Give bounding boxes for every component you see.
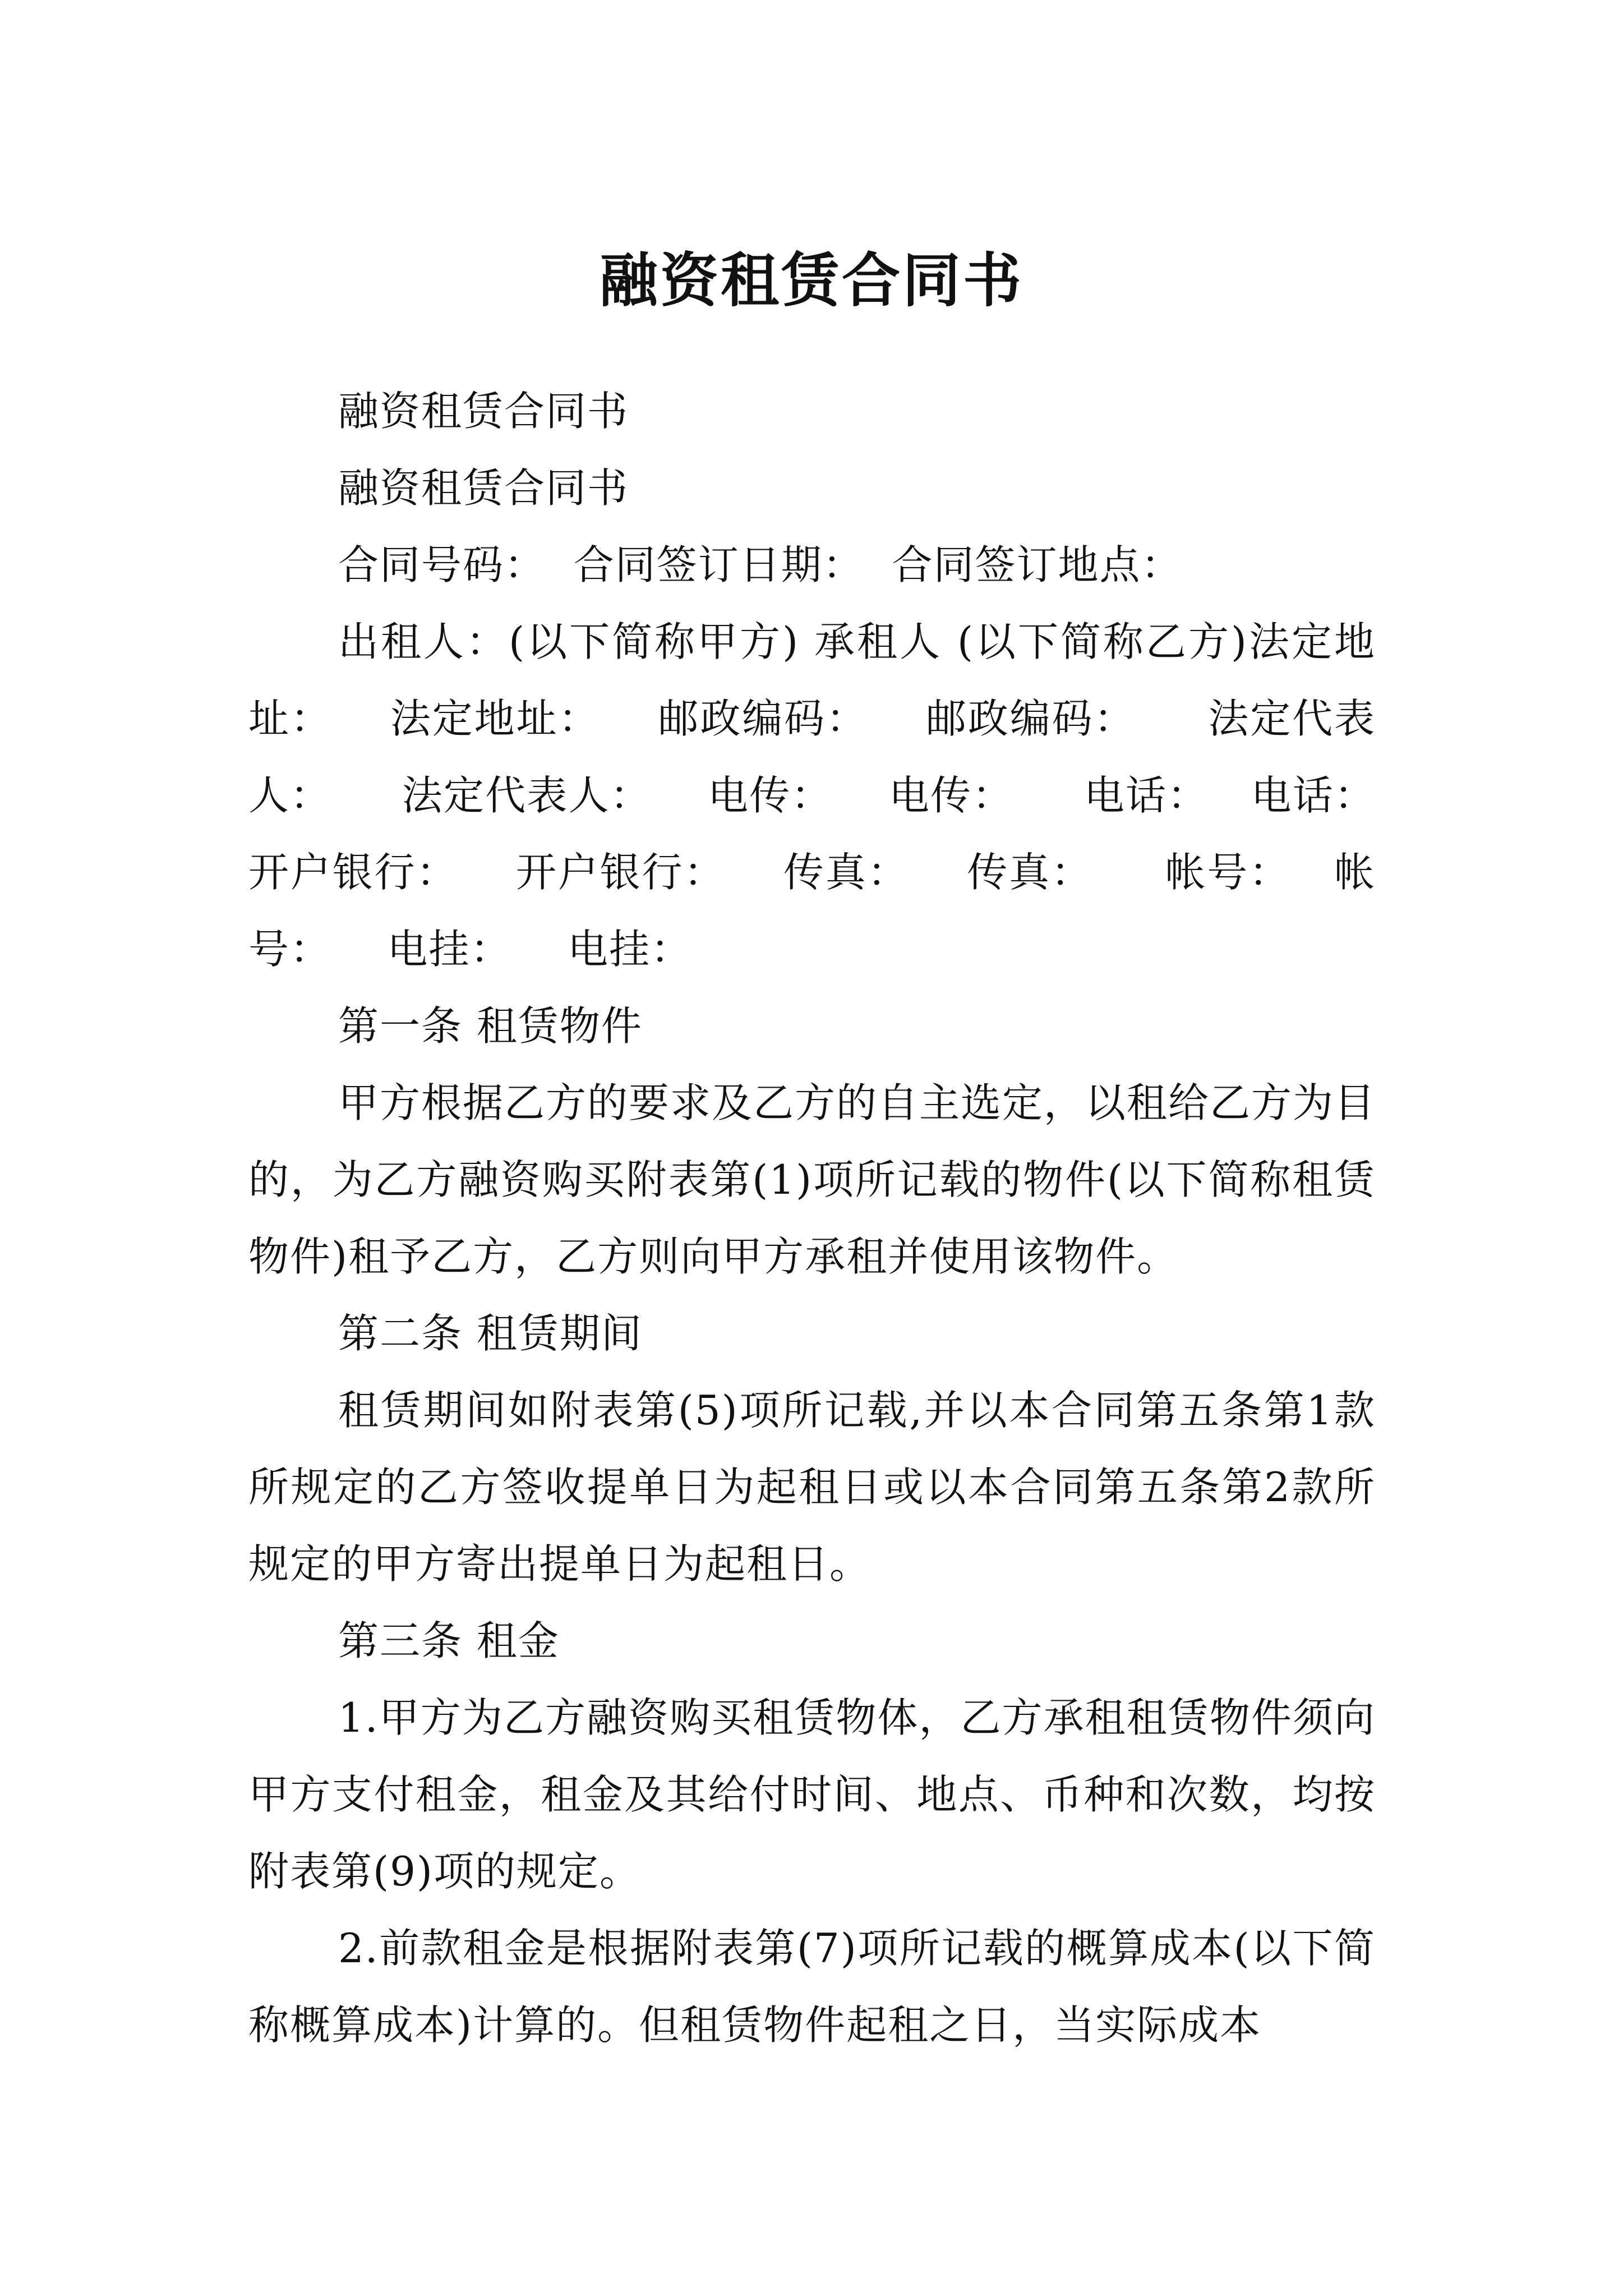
contract-meta-line: 合同号码： 合同签订日期： 合同签订地点： [338,541,1183,588]
paragraph: 租赁期间如附表第(5)项所记载,并以本合同第五条第1款所规定的乙方签收提单日为起租日或以本合同第五条第2款所规定的甲方寄出提单日为起租日。 [248,1387,1376,1588]
paragraph: 1.甲方为乙方融资购买租赁物体，乙方承租租赁物件须向甲方支付租金，租金及其给付时间、地点、币种和次数，均按附表第(9)项的规定。 [248,1694,1376,1895]
document-body [248,373,1418,2064]
document-title: 融资租赁合同书 [599,245,1023,315]
paragraph: 融资租赁合同书 [338,464,629,512]
article-heading: 第一条 租赁物件 [338,1002,643,1050]
paragraph: 甲方根据乙方的要求及乙方的自主选定，以租给乙方为目的，为乙方融资购买附表第(1)项所记载的物件(以下简称租赁物件)租予乙方，乙方则向甲方承租并使用该物件。 [248,1079,1376,1280]
paragraph: 融资租赁合同书 [338,388,629,435]
article-heading: 第二条 租赁期间 [338,1310,643,1357]
article-heading: 第三条 租金 [338,1617,560,1664]
party-info-block: 出租人：(以下简称甲方) 承租人 (以下简称乙方)法定地址： 法定地址： 邮政编码： 邮政编码： 法定代表人： 法定代表人： 电传： 电传： 电话： 电话： 开户银行： 开户银行： 传真： 传真： 帐号： 帐号： 电挂： 电挂： [248,618,1418,973]
paragraph: 2.前款租金是根据附表第(7)项所记载的概算成本(以下简称概算成本)计算的。但租赁物件起租之日，当实际成本 [248,1925,1376,2049]
